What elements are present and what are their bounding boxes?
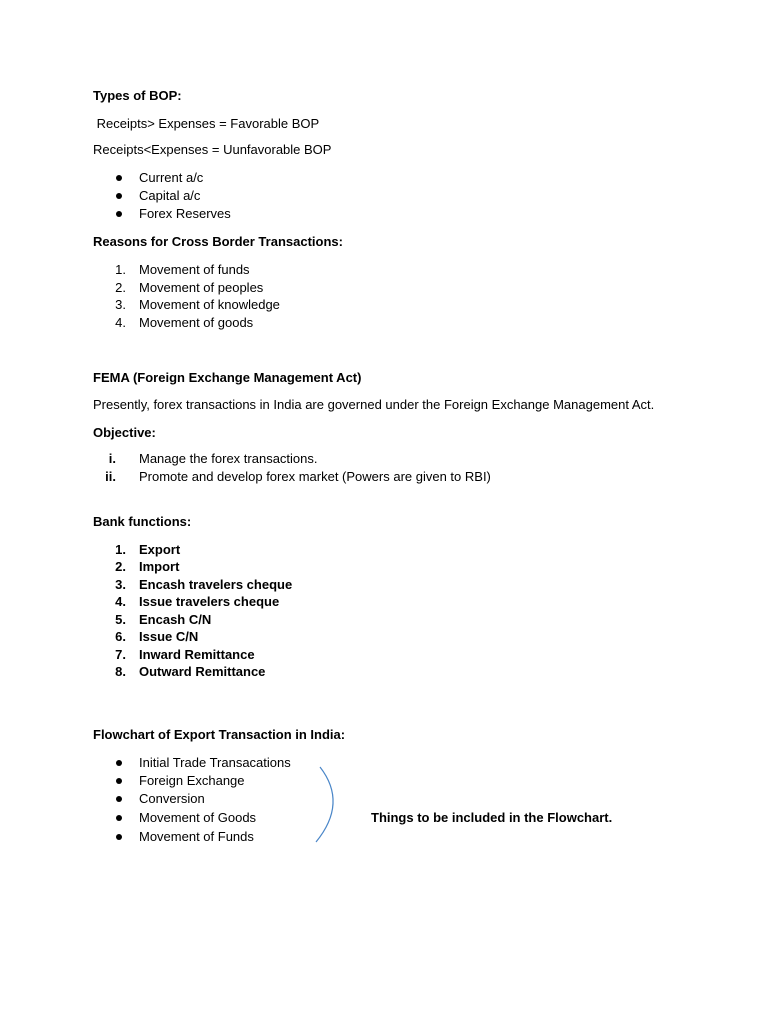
list-number: 4. — [115, 594, 126, 609]
list-item: Inward Remittance — [139, 647, 255, 662]
bop-favorable-line: Receipts> Expenses = Favorable BOP — [93, 116, 320, 131]
list-item: Forex Reserves — [139, 206, 231, 221]
list-item: Movement of Goods — [139, 810, 257, 825]
fema-paragraph: Presently, forex transactions in India are governed under the Foreign Exchange Management Act. — [93, 397, 655, 412]
list-item: Foreign Exchange — [139, 773, 245, 788]
list-number: 5. — [115, 612, 126, 627]
list-number: 6. — [115, 629, 126, 644]
list-item: Movement of peoples — [139, 280, 264, 295]
flowchart-heading: Flowchart of Export Transaction in India: — [93, 727, 346, 742]
list-item: Capital a/c — [139, 188, 201, 203]
list-item: Issue travelers cheque — [139, 594, 280, 609]
list-item: Export — [139, 542, 181, 557]
list-item: Import — [139, 559, 180, 574]
list-number: 2. — [115, 559, 126, 574]
list-number: 7. — [115, 647, 126, 662]
list-item: Movement of knowledge — [139, 297, 280, 312]
list-number: 3. — [115, 297, 126, 312]
list-item: Movement of Funds — [139, 829, 254, 844]
list-item: Outward Remittance — [139, 664, 266, 679]
list-number: 1. — [115, 262, 126, 277]
list-item: Movement of goods — [139, 315, 254, 330]
bop-heading: Types of BOP: — [93, 88, 182, 103]
fema-heading: FEMA (Foreign Exchange Management Act) — [93, 370, 362, 385]
list-item: Promote and develop forex market (Powers are given to RBI) — [139, 469, 491, 484]
list-number: 8. — [115, 664, 126, 679]
list-number: 4. — [115, 315, 126, 330]
list-item: Manage the forex transactions. — [139, 451, 318, 466]
objective-heading: Objective: — [93, 425, 156, 440]
flowchart-note: Things to be included in the Flowchart. — [371, 810, 613, 825]
reasons-heading: Reasons for Cross Border Transactions: — [93, 234, 343, 249]
bop-unfavorable-line: Receipts<Expenses = Uunfavorable BOP — [93, 142, 332, 157]
list-item: Initial Trade Transacations — [139, 755, 291, 770]
list-number: 2. — [115, 280, 126, 295]
list-item: Issue C/N — [139, 629, 199, 644]
list-item: Current a/c — [139, 170, 204, 185]
list-number: i. — [108, 451, 116, 466]
list-item: Movement of funds — [139, 262, 250, 277]
list-item: Conversion — [139, 791, 205, 806]
list-number: 3. — [115, 577, 126, 592]
bank-heading: Bank functions: — [93, 514, 192, 529]
list-item: Encash C/N — [139, 612, 212, 627]
list-number: 1. — [115, 542, 126, 557]
list-item: Encash travelers cheque — [139, 577, 293, 592]
list-number: ii. — [105, 469, 116, 484]
